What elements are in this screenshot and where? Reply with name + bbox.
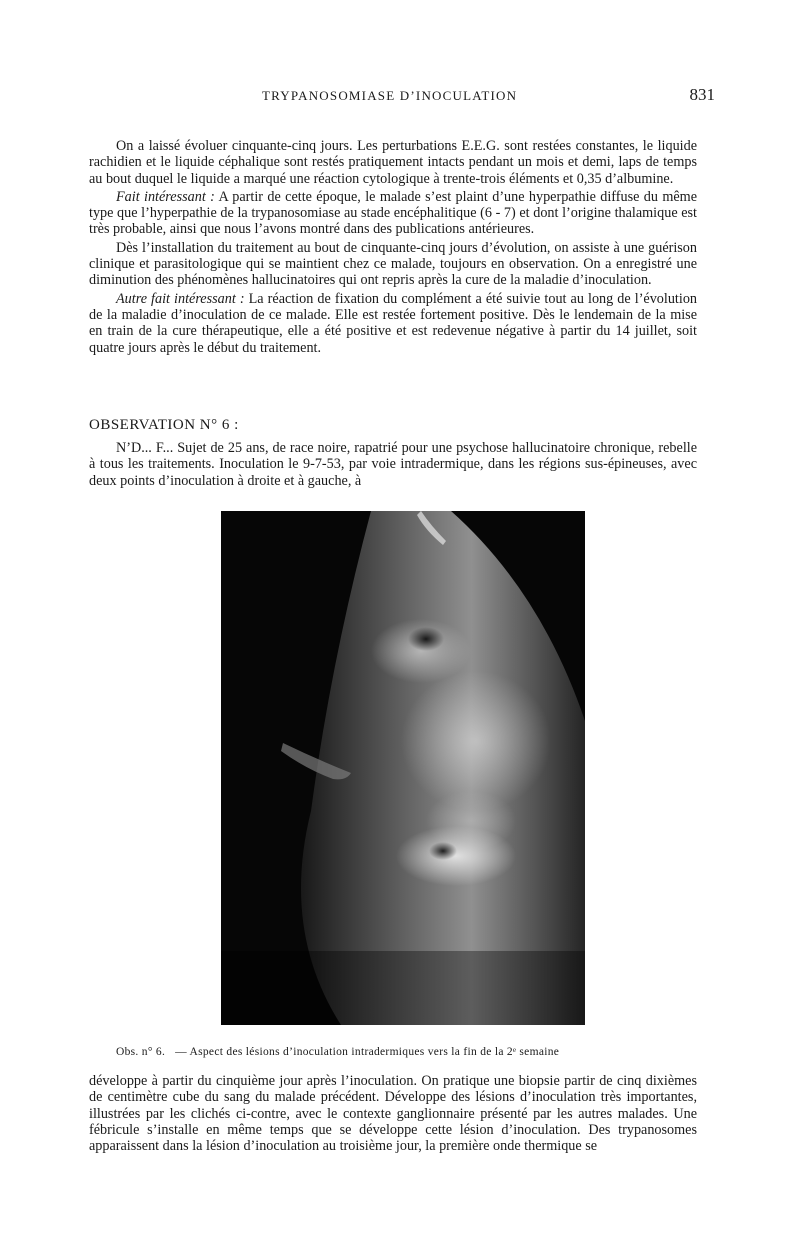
observation-heading: OBSERVATION N° 6 : [89, 417, 239, 433]
text-block-observation [89, 440, 697, 489]
paragraph-fait-interessant [89, 189, 697, 238]
caption-number: Obs. n° 6. [116, 1046, 166, 1058]
paragraph-fait-interessant-text: A partir de cette époque, le malade s’est plaint d’une hyperpathie diffuse du même type que l’hyperpathie de la trypanosomiase au stade encéphalitique (6 - 7) et dont l’origine thalamique est très probable, ainsi que nous l’avons montré dans des publications antérieures. [89, 188, 697, 238]
paragraph-autre-fait-text: La réaction de fixation du complément a été suivie tout au long de l’évolution de la maladie d’inoculation de ce malade. Elle est restée fortement positive. Dès le lendemain de la mise en train de la cure thérapeutique, elle a été positive et est redevenue négative à partir du 14 juillet, soit quatre jours après le début du traitement. [89, 290, 698, 356]
lesion-photo-drawing [221, 511, 585, 1025]
caption-text: — Aspect des lésions d’inoculation intradermiques vers la fin de la 2ᵉ semaine [175, 1046, 560, 1058]
running-title: TRYPANOSOMIASE D’INOCULATION [262, 88, 518, 103]
text-block-top [89, 138, 697, 356]
paragraph-developpe: développe à partir du cinquième jour après l’inoculation. On pratique une biopsie partir de cinq dixièmes de centimètre cube du sang du malade précédent. Développe des lésions d’inoculation très importantes, illustrées par les clichés ci-contre, avec le contexte ganglionnaire présenté par les autres malades. Une fébricule s’installe en même temps que se développe cette lésion d’inoculation. Des trypanosomes apparaissent dans la lésion d’inoculation au troisième jour, la première onde thermique se [89, 1073, 697, 1155]
paragraph-sujet: N’D... F... Sujet de 25 ans, de race noire, rapatrié pour une psychose hallucinatoire chronique, rebelle à tous les traitements. Inoculation le 9-7-53, par voie intradermique, dans les régions sus-épineuses, avec deux points d’inoculation à droite et à gauche, à [89, 440, 697, 489]
paragraph-evolution: On a laissé évoluer cinquante-cinq jours. Les perturbations E.E.G. sont restées constantes, le liquide rachidien et le liquide céphalique sont restés pratiquement intacts pendant un mois et demi, laps de temps au bout duquel le liquide a marqué une réaction cytologique à trente-trois éléments et 0,35 d’albumine. [89, 138, 697, 187]
text-block-bottom [89, 1073, 697, 1154]
page-number: 831 [689, 85, 715, 104]
paragraph-traitement: Dès l’installation du traitement au bout de cinquante-cinq jours d’évolution, on assiste à une guérison clinique et parasitologique qui se maintient chez ce malade, toujours en observation. On a enregistré une diminution des phénomènes hallucinatoires qui ont repris après la cure de la maladie d’inoculation. [89, 239, 697, 289]
lesion-photograph [221, 511, 585, 1025]
lead-fait-interessant: Fait intéressant : [116, 188, 215, 205]
paragraph-autre-fait [89, 291, 697, 356]
figure-caption [116, 1046, 559, 1058]
lead-autre-fait: Autre fait intéressant : [116, 290, 245, 307]
